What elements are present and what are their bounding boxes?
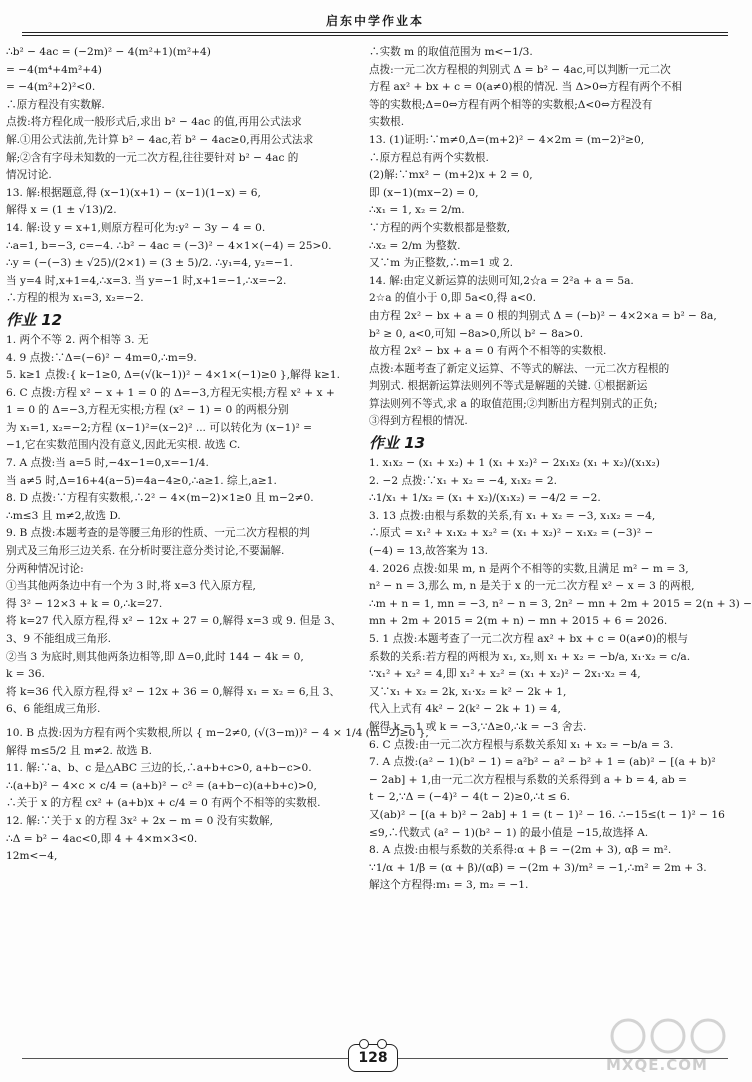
text-line: ∵x₁² + x₂² = 4,即 x₁² + x₂² = (x₁ + x₂)² − 2x₁·x₂ = 4, [369, 668, 641, 681]
text-line: ∴关于 x 的方程 cx² + (a+b)x + c/4 = 0 有两个不相等的实数根. [6, 797, 321, 810]
text-line: 算法则列不等式,求 a 的取值范围;②判断出方程判别式的正负; [369, 397, 658, 410]
watermark-icon [606, 1014, 736, 1058]
text-line: 点拨:本题考查了新定义运算、不等式的解法、一元二次方程根的 [369, 362, 670, 375]
text-line: ∴m + n = 1, mn = −3, n² − n = 3, 2n² − mn + 2m + 2015 = 2(n + 3) − [369, 597, 752, 610]
section-heading: 作业 12 [6, 310, 63, 329]
text-line: 又(ab)² − [(a + b)² − 2ab] + 1 = (t − 1)² − 16. ∴−15≤(t − 1)² − 16 [369, 808, 725, 821]
text-line: 得 3² − 12×3 + k = 0,∴k=27. [6, 597, 163, 610]
text-line: 别式及三角形三边关系. 在分析时要注意分类讨论,不要漏解. [6, 545, 285, 558]
text-line: = −4(m²+2)²<0. [6, 81, 96, 94]
text-line: mn + 2m + 2015 = 2(m + n) − mn + 2015 + 6 = 2026. [369, 615, 668, 628]
text-line: −1,它在实数范围内没有意义,因此无实根. 故选 C. [6, 439, 241, 452]
text-line: 判别式. 根据新运算法则列不等式是解题的关键. ①根据新运 [369, 380, 648, 393]
text-line: 点拨:将方程化成一般形式后,求出 b² − 4ac 的值,再用公式法求 [6, 116, 302, 129]
text-line: 6. C 点拨:由一元二次方程根与系数关系知 x₁ + x₂ = −b/a = 3. [369, 738, 674, 751]
text-line: (2)解:∵mx² − (m+2)x + 2 = 0, [369, 169, 533, 182]
text-line: 9. B 点拨:本题考查的是等腰三角形的性质、一元二次方程根的判 [6, 527, 310, 540]
text-line: 5. 1 点拨:本题考查了一元二次方程 ax² + bx + c = 0(a≠0)的根与 [369, 633, 689, 645]
text-line: 解.①用公式法前,先计算 b² − 4ac,若 b² − 4ac≥0,再用公式法求 [6, 133, 314, 146]
text-line: t − 2,∵Δ = (−4)² − 4(t − 2)≥0,∴t ≤ 6. [369, 791, 571, 804]
text-line: ≤9,∴代数式 (a² − 1)(b² − 1) 的最小值是 −15,故选择 A. [369, 826, 649, 839]
text-line: 1. 两个不等 2. 两个相等 3. 无 [6, 333, 149, 346]
text-line: 方程 ax² + bx + c = 0(a≠0)根的情况. 当 Δ>0⇔方程有两个不相 [369, 81, 682, 94]
text-line: 点拨:一元二次方程根的判别式 Δ = b² − 4ac,可以判断一元二次 [369, 63, 671, 76]
text-line: 解这个方程得:m₁ = 3, m₂ = −1. [369, 879, 529, 892]
text-line: 情况讨论. [6, 169, 52, 182]
text-line: = −4(m⁴+4m²+4) [6, 63, 102, 76]
text-line: 即 (x−1)(mx−2) = 0, [369, 186, 479, 199]
page-number: 128 [348, 1044, 398, 1072]
text-line: k = 36. [6, 668, 45, 681]
text-line: 又∵x₁ + x₂ = 2k, x₁·x₂ = k² − 2k + 1, [369, 685, 567, 698]
text-line: ∴实数 m 的取值范围为 m<−1/3. [369, 46, 533, 58]
text-line: 当 y=4 时,x+1=4,∴x=3. 当 y=−1 时,x+1=−1,∴x=−2. [6, 274, 287, 287]
text-line: n² − n = 3,那么 m, n 是关于 x 的一元二次方程 x² − x = 3 的两根, [369, 580, 695, 593]
text-line: 8. D 点拨:∵方程有实数根,∴2² − 4×(m−2)×1≥0 且 m−2≠0. [6, 492, 314, 505]
text-line: 7. A 点拨:当 a=5 时,−4x−1=0,x=−1/4. [6, 457, 209, 470]
page-title: 启东中学作业本 [325, 14, 424, 28]
watermark-logo [606, 1014, 736, 1074]
text-line: 6、6 能组成三角形. [6, 703, 101, 716]
text-line: ②当 3 为底时,则其他两条边相等,即 Δ=0,此时 144 − 4k = 0, [6, 650, 304, 663]
text-line: ∴Δ = b² − 4ac<0,即 4 + 4×m×3<0. [6, 832, 198, 845]
text-line: ∴原方程没有实数解. [6, 98, 105, 111]
text-line: 12. 解:∵关于 x 的方程 3x² + 2x − m = 0 没有实数解, [6, 814, 274, 827]
text-line: − 2ab] + 1,由一元二次方程根与系数的关系得到 a + b = 4, ab = [369, 773, 687, 786]
text-line: (−4) = 13,故答案为 13. [369, 545, 488, 558]
text-line: 2☆a 的值小于 0,即 5a<0,得 a<0. [369, 292, 537, 305]
text-line: 14. 解:由定义新运算的法则可知,2☆a = 2²a + a = 5a. [369, 274, 634, 287]
text-line: 13. (1)证明:∵m≠0,Δ=(m+2)² − 4×2m = (m−2)²≥0, [369, 133, 645, 146]
text-line: ∴方程的根为 x₁=3, x₂=−2. [6, 292, 144, 305]
header-rule-thin [22, 35, 728, 36]
text-line: ∴原式 = x₁² + x₁x₂ + x₂² = (x₁ + x₂)² − x₁x₂ = (−3)² − [369, 527, 654, 540]
text-line: 13. 解:根据题意,得 (x−1)(x+1) − (x−1)(1−x) = 6, [6, 186, 261, 199]
text-line: ∴m≤3 且 m≠2,故选 D. [6, 509, 121, 522]
text-line: 将 k=27 代入原方程,得 x² − 12x + 27 = 0,解得 x=3 或 9. 但是 3、 [6, 615, 342, 628]
text-line: ∴(a+b)² − 4×c × c/4 = (a+b)² − c² = (a+b−c)(a+b+c)>0, [6, 779, 317, 792]
text-line: 10. B 点拨:因为方程有两个实数根,所以 { m−2≠0, (√(3−m))² − 4 × 1/4 (m−2)≥0 }, [6, 726, 429, 739]
text-line: 当 a≠5 时,Δ=16+4(a−5)=4a−4≥0,∴a≥1. 综上,a≥1. [6, 474, 277, 487]
text-line: 5. k≥1 点拨:{ k−1≥0, Δ=(√(k−1))² − 4×1×(−1)≥0 },解得 k≥1. [6, 369, 340, 382]
text-line: 2. −2 点拨:∵x₁ + x₂ = −4, x₁x₂ = 2. [369, 474, 557, 487]
text-line: 分两种情况讨论: [6, 562, 84, 575]
text-line: ∴a=1, b=−3, c=−4. ∴b² − 4ac = (−3)² − 4×1×(−4) = 25>0. [6, 239, 332, 252]
text-line: 3、9 不能组成三角形. [6, 633, 111, 645]
text-line: ∵1/α + 1/β = (α + β)/(αβ) = −(2m + 3)/m² = −1,∴m² = 2m + 3. [369, 861, 707, 874]
text-line: 代入上式有 4k² − 2(k² − 2k + 1) = 4, [369, 703, 561, 716]
page-header [0, 0, 750, 34]
text-line: 12m<−4, [6, 850, 58, 863]
text-line: b² ≥ 0, a<0,可知 −8a>0,所以 b² − 8a>0. [369, 327, 584, 340]
text-line: ∴x₁ = 1, x₂ = 2/m. [369, 204, 465, 217]
text-line: 系数的关系:若方程的两根为 x₁, x₂,则 x₁ + x₂ = −b/a, x₁·x₂ = c/a. [369, 650, 691, 663]
text-line: 解;②含有字母未知数的一元二次方程,往往要针对 b² − 4ac 的 [6, 151, 299, 164]
right-column [369, 44, 752, 895]
text-line: 等的实数根;Δ=0⇔方程有两个相等的实数根;Δ<0⇔方程没有 [369, 98, 653, 111]
text-line: 14. 解:设 y = x+1,则原方程可化为:y² − 3y − 4 = 0. [6, 221, 266, 234]
text-line: ∵方程的两个实数根都是整数, [369, 221, 511, 234]
text-line: ∴x₂ = 2/m 为整数. [369, 239, 461, 252]
text-line: ③得到方程根的情况. [369, 415, 468, 428]
page-footer [0, 1022, 750, 1082]
text-line: 解得 x = (1 ± √13)/2. [6, 204, 117, 217]
text-line: ∴原方程总有两个实数根. [369, 151, 489, 164]
text-line: 3. 13 点拨:由根与系数的关系,有 x₁ + x₂ = −3, x₁x₂ = −4, [369, 509, 656, 522]
watermark-text: MXQE.COM [606, 1056, 708, 1074]
text-line: 实数根. [369, 116, 405, 129]
text-line: 又∵m 为正整数,∴m=1 或 2. [369, 257, 514, 270]
text-line: ∴1/x₁ + 1/x₂ = (x₁ + x₂)/(x₁x₂) = −4/2 = −2. [369, 492, 601, 505]
section-heading: 作业 13 [369, 434, 426, 453]
text-line: 6. C 点拨:方程 x² − x + 1 = 0 的 Δ=−3,方程无实根;方程 x² + x + [6, 386, 335, 399]
text-line: 故方程 2x² − bx + a = 0 有两个不相等的实数根. [369, 345, 607, 358]
text-line: 11. 解:∵a、b、c 是△ABC 三边的长,∴a+b+c>0, a+b−c>0. [6, 762, 312, 775]
text-line: 4. 2026 点拨:如果 m, n 是两个不相等的实数,且满足 m² − m = 3, [369, 562, 689, 575]
text-line: ∴b² − 4ac = (−2m)² − 4(m²+1)(m²+4) [6, 46, 211, 58]
text-line: 8. A 点拨:由根与系数的关系得:α + β = −(2m + 3), αβ = m². [369, 844, 672, 857]
text-line: 将 k=36 代入原方程,得 x² − 12x + 36 = 0,解得 x₁ = x₂ = 6,且 3、 [6, 685, 341, 698]
text-line: 1 = 0 的 Δ=−3,方程无实根;方程 (x² − 1) = 0 的两根分别 [6, 404, 289, 417]
header-rule [22, 32, 728, 33]
text-line: 1. x₁x₂ − (x₁ + x₂) + 1 (x₁ + x₂)² − 2x₁x₂ (x₁ + x₂)/(x₁x₂) [369, 457, 660, 470]
text-line: 4. 9 点拨:∵Δ=(−6)² − 4m=0,∴m=9. [6, 351, 197, 364]
text-line: ①当其他两条边中有一个为 3 时,将 x=3 代入原方程, [6, 580, 256, 593]
text-line: 为 x₁=1, x₂=−2;方程 (x−1)²=(x−2)² ... 可以转化为 (x−1)² = [6, 421, 312, 434]
text-line: 解得 k = 1 或 k = −3,∵Δ≥0,∴k = −3 舍去. [369, 720, 587, 733]
text-line: 解得 m≤5/2 且 m≠2. 故选 B. [6, 744, 152, 757]
text-line: 由方程 2x² − bx + a = 0 根的判别式 Δ = (−b)² − 4×2×a = b² − 8a, [369, 309, 717, 322]
text-line: 7. A 点拨:(a² − 1)(b² − 1) = a²b² − a² − b² + 1 = (ab)² − [(a + b)² [369, 756, 716, 769]
text-line: ∴y = (−(−3) ± √25)/(2×1) = (3 ± 5)/2. ∴y₁=4, y₂=−1. [6, 257, 293, 270]
